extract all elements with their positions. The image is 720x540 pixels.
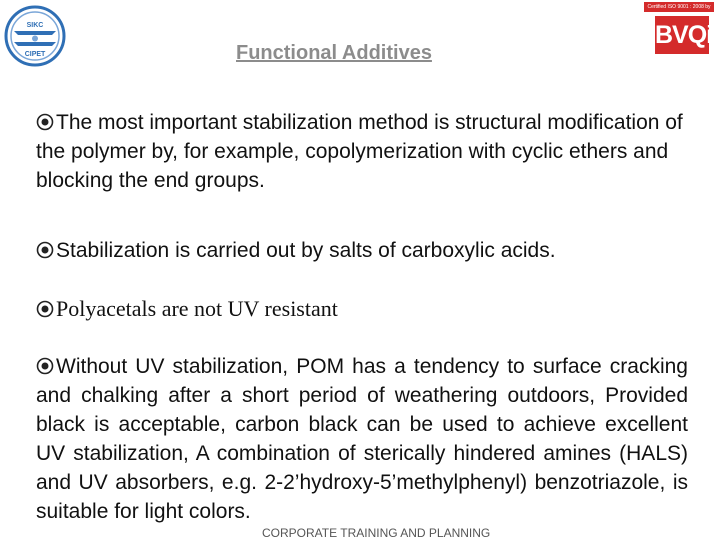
bvqi-badge [655,16,713,54]
bullet-paragraph-2 [36,236,688,265]
cert-text: Certified ISO 9001 : 2008 by [644,2,714,12]
bullet-paragraph-3 [36,294,688,323]
paragraph-text: Stabilization is carried out by salts of carboxylic acids. [56,239,556,262]
bvqi-brand: BVQi [655,21,713,49]
slide-title: Functional Additives [236,42,432,64]
paragraph-text: Without UV stabilization, POM has a tendency to surface cracking and chalking after a short period of weathering outdoors, Provided black is acceptable, carbon black can be used to achieve excellent UV stabilization, A combination of sterically hindered amines (HALS) and UV absorbers, e.g. 2-2’hydroxy-5’methylphenyl) benzotriazole, is suitable for light colors. [36,355,688,523]
circle-bullet-icon [36,241,54,259]
logo-top-text: SIKC [26,22,44,29]
cipet-logo [4,4,66,68]
logo-bottom-text: CIPET [24,51,46,58]
cipet-emblem-icon [4,4,66,68]
circle-bullet-icon [36,113,54,131]
footer-text: CORPORATE TRAINING AND PLANNING [262,526,491,540]
paragraph-text: The most important stabilization method is structural modification of the polymer by, for example, copolymerization with cyclic ethers and blocking the end groups. [36,111,683,192]
bvqi-logo [644,2,714,56]
bullet-paragraph-1 [36,108,688,195]
circle-bullet-icon [36,357,54,375]
circle-bullet-icon [36,300,54,318]
bullet-paragraph-4 [36,352,688,526]
paragraph-text: Polyacetals are not UV resistant [56,296,338,321]
